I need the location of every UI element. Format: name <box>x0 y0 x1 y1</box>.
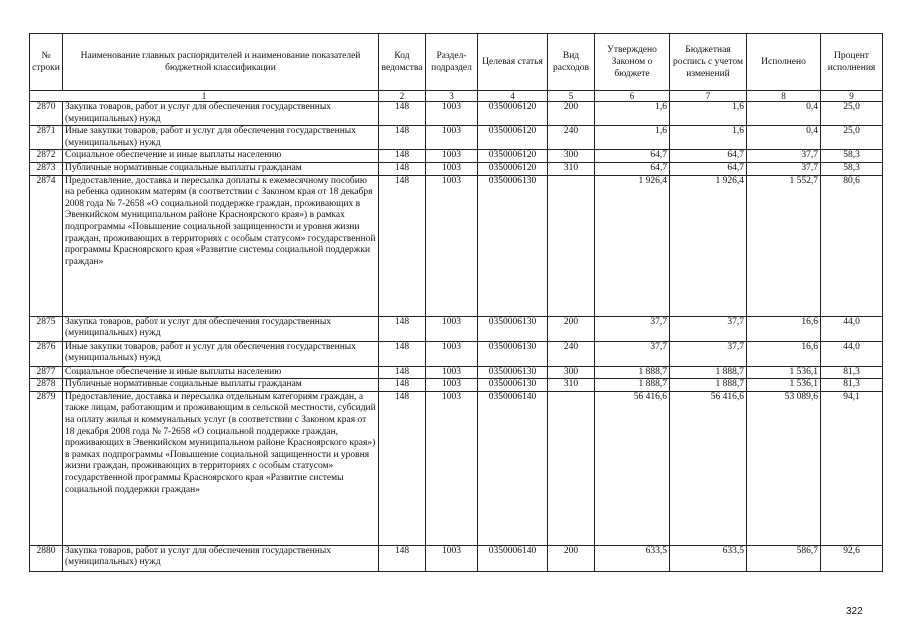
row-number: 2880 <box>30 545 63 571</box>
row-name: Иные закупки товаров, работ и услуг для обеспечения государственных (муниципальных) нужд <box>63 341 379 366</box>
row-target-item: 0350006120 <box>478 126 548 150</box>
row-percent: 81,3 <box>821 366 883 379</box>
row-section: 1003 <box>426 545 478 571</box>
row-dept-code: 148 <box>379 379 426 392</box>
row-percent: 44,0 <box>821 316 883 341</box>
row-target-item: 0350006130 <box>478 341 548 366</box>
column-number: 5 <box>548 91 595 102</box>
row-section: 1003 <box>426 175 478 316</box>
row-target-item: 0350006140 <box>478 545 548 571</box>
row-expense-type <box>548 175 595 316</box>
row-target-item: 0350006130 <box>478 366 548 379</box>
row-executed: 1 536,1 <box>747 366 821 379</box>
row-expense-type: 240 <box>548 126 595 150</box>
row-dept-code: 148 <box>379 545 426 571</box>
row-number: 2878 <box>30 379 63 392</box>
row-expense-type <box>548 391 595 545</box>
row-name: Социальное обеспечение и иные выплаты населению <box>63 150 379 163</box>
row-section: 1003 <box>426 379 478 392</box>
row-dept-code: 148 <box>379 316 426 341</box>
column-number: 3 <box>426 91 478 102</box>
row-expense-type: 300 <box>548 150 595 163</box>
row-expense-type: 200 <box>548 316 595 341</box>
row-section: 1003 <box>426 316 478 341</box>
row-executed: 0,4 <box>747 126 821 150</box>
row-budget-list: 37,7 <box>670 341 747 366</box>
row-section: 1003 <box>426 162 478 175</box>
row-name: Иные закупки товаров, работ и услуг для обеспечения государственных (муниципальных) нужд <box>63 126 379 150</box>
header-name: Наименование главных распорядителей и наименование показателей бюджетной классификации <box>63 34 379 91</box>
row-dept-code: 148 <box>379 341 426 366</box>
column-number: 4 <box>478 91 548 102</box>
table-row <box>30 150 883 163</box>
table-row <box>30 545 883 571</box>
row-percent: 94,1 <box>821 391 883 545</box>
row-dept-code: 148 <box>379 102 426 126</box>
row-target-item: 0350006130 <box>478 379 548 392</box>
row-name: Закупка товаров, работ и услуг для обеспечения государственных (муниципальных) нужд <box>63 545 379 571</box>
table-row <box>30 341 883 366</box>
row-executed: 37,7 <box>747 162 821 175</box>
column-number: 9 <box>821 91 883 102</box>
budget-execution-table <box>29 33 883 572</box>
row-approved: 37,7 <box>595 341 670 366</box>
column-number-row <box>30 91 883 102</box>
row-name: Социальное обеспечение и иные выплаты населению <box>63 366 379 379</box>
page-number: 322 <box>846 606 863 617</box>
row-percent: 92,6 <box>821 545 883 571</box>
table-row <box>30 316 883 341</box>
row-target-item: 0350006120 <box>478 162 548 175</box>
column-number: 1 <box>30 91 379 102</box>
header-approved: Утверждено Законом о бюджете <box>595 34 670 91</box>
row-executed: 0,4 <box>747 102 821 126</box>
row-target-item: 0350006140 <box>478 391 548 545</box>
row-expense-type: 200 <box>548 545 595 571</box>
table-row <box>30 379 883 392</box>
row-approved: 56 416,6 <box>595 391 670 545</box>
row-percent: 81,3 <box>821 379 883 392</box>
row-percent: 25,0 <box>821 126 883 150</box>
row-section: 1003 <box>426 126 478 150</box>
table-row <box>30 366 883 379</box>
header-row-no: № строки <box>30 34 63 91</box>
column-number: 6 <box>595 91 670 102</box>
table-row <box>30 102 883 126</box>
row-executed: 1 536,1 <box>747 379 821 392</box>
header-row <box>30 34 883 91</box>
row-percent: 58,3 <box>821 162 883 175</box>
row-executed: 586,7 <box>747 545 821 571</box>
row-target-item: 0350006120 <box>478 150 548 163</box>
row-name: Предоставление, доставка и пересылка доплаты к ежемесячному пособию на ребенка одиноким матерям (в соответствии с Законом края от 18 декабря 2008 года № 7-2658 «О социальной поддержке граждан, проживающих в Эвенкийском муниципальном районе Красноярского края») в рамках подпрограммы «Повышение социальной защищенности и уровня жизни граждан, проживающих в территориях с особым статусом» государственной программы Красноярского края «Развитие системы социальной поддержки граждан» <box>63 175 379 316</box>
row-budget-list: 64,7 <box>670 162 747 175</box>
row-approved: 64,7 <box>595 162 670 175</box>
table-row <box>30 391 883 545</box>
row-section: 1003 <box>426 341 478 366</box>
row-executed: 16,6 <box>747 341 821 366</box>
row-name: Закупка товаров, работ и услуг для обеспечения государственных (муниципальных) нужд <box>63 316 379 341</box>
row-number: 2873 <box>30 162 63 175</box>
header-dept-code: Код ведомства <box>379 34 426 91</box>
row-dept-code: 148 <box>379 162 426 175</box>
header-percent: Процент исполнения <box>821 34 883 91</box>
row-executed: 16,6 <box>747 316 821 341</box>
row-budget-list: 1 926,4 <box>670 175 747 316</box>
row-section: 1003 <box>426 102 478 126</box>
row-budget-list: 37,7 <box>670 316 747 341</box>
row-name: Закупка товаров, работ и услуг для обеспечения государственных (муниципальных) нужд <box>63 102 379 126</box>
header-target-item: Целевая статья <box>478 34 548 91</box>
row-section: 1003 <box>426 391 478 545</box>
row-section: 1003 <box>426 366 478 379</box>
column-number: 7 <box>670 91 747 102</box>
row-number: 2871 <box>30 126 63 150</box>
row-number: 2872 <box>30 150 63 163</box>
row-name: Публичные нормативные социальные выплаты гражданам <box>63 379 379 392</box>
row-approved: 1,6 <box>595 126 670 150</box>
header-budget-list: Бюджетная роспись с учетом изменений <box>670 34 747 91</box>
row-budget-list: 1 888,7 <box>670 366 747 379</box>
row-target-item: 0350006130 <box>478 175 548 316</box>
column-number: 8 <box>747 91 821 102</box>
row-approved: 37,7 <box>595 316 670 341</box>
row-approved: 1 888,7 <box>595 379 670 392</box>
row-dept-code: 148 <box>379 391 426 545</box>
header-expense-type: Вид расходов <box>548 34 595 91</box>
row-number: 2874 <box>30 175 63 316</box>
row-expense-type: 300 <box>548 366 595 379</box>
row-percent: 58,3 <box>821 150 883 163</box>
row-approved: 633,5 <box>595 545 670 571</box>
column-number: 2 <box>379 91 426 102</box>
row-dept-code: 148 <box>379 175 426 316</box>
row-target-item: 0350006130 <box>478 316 548 341</box>
row-executed: 37,7 <box>747 150 821 163</box>
row-expense-type: 310 <box>548 162 595 175</box>
row-target-item: 0350006120 <box>478 102 548 126</box>
row-expense-type: 200 <box>548 102 595 126</box>
row-budget-list: 1,6 <box>670 102 747 126</box>
row-name: Публичные нормативные социальные выплаты гражданам <box>63 162 379 175</box>
row-dept-code: 148 <box>379 366 426 379</box>
table-row <box>30 162 883 175</box>
row-approved: 1 926,4 <box>595 175 670 316</box>
row-section: 1003 <box>426 150 478 163</box>
row-name: Предоставление, доставка и пересылка отдельным категориям граждан, а также лицам, работающим и проживающим в сельской местности, субсидий на оплату жилья и коммунальных услуг (в соответствии с Законом края от 18 декабря 2008 года № 7-2658 «О социальной поддержке граждан, проживающих в Эвенкийском муниципальном районе Красноярского края») в рамках подпрограммы «Повышение социальной защищенности и уровня жизни граждан, проживающих в территориях с особым статусом» государственной программы Красноярского края «Развитие системы социальной поддержки граждан» <box>63 391 379 545</box>
row-approved: 64,7 <box>595 150 670 163</box>
row-number: 2877 <box>30 366 63 379</box>
row-number: 2875 <box>30 316 63 341</box>
row-budget-list: 64,7 <box>670 150 747 163</box>
row-dept-code: 148 <box>379 126 426 150</box>
table-row <box>30 175 883 316</box>
row-expense-type: 240 <box>548 341 595 366</box>
row-approved: 1,6 <box>595 102 670 126</box>
row-budget-list: 56 416,6 <box>670 391 747 545</box>
row-dept-code: 148 <box>379 150 426 163</box>
row-budget-list: 1 888,7 <box>670 379 747 392</box>
row-number: 2876 <box>30 341 63 366</box>
header-executed: Исполнено <box>747 34 821 91</box>
row-approved: 1 888,7 <box>595 366 670 379</box>
row-number: 2870 <box>30 102 63 126</box>
row-executed: 53 089,6 <box>747 391 821 545</box>
row-budget-list: 1,6 <box>670 126 747 150</box>
row-budget-list: 633,5 <box>670 545 747 571</box>
table-row <box>30 126 883 150</box>
row-percent: 44,0 <box>821 341 883 366</box>
row-percent: 80,6 <box>821 175 883 316</box>
row-number: 2879 <box>30 391 63 545</box>
row-percent: 25,0 <box>821 102 883 126</box>
row-expense-type: 310 <box>548 379 595 392</box>
row-executed: 1 552,7 <box>747 175 821 316</box>
header-section: Раздел-подраздел <box>426 34 478 91</box>
